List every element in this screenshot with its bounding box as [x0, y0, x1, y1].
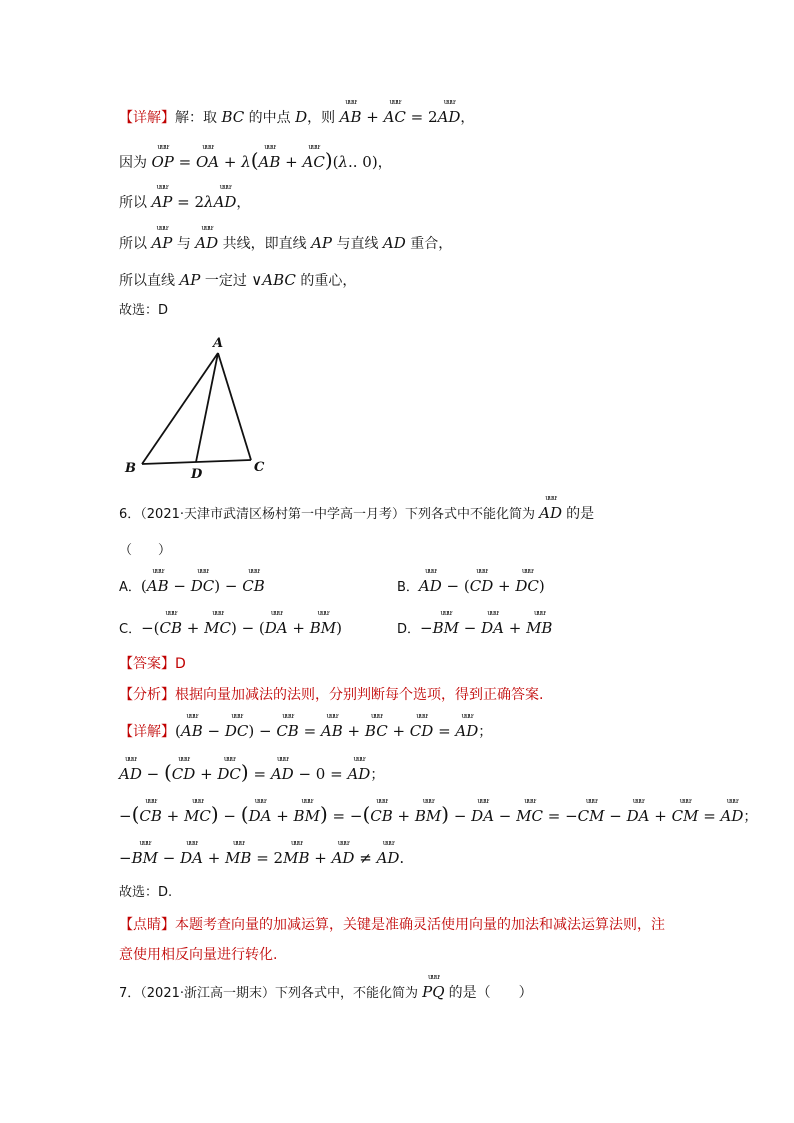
- q6-choice: 故选：D.: [119, 885, 173, 900]
- note-text-1: 本题考查向量的加减运算，关键是准确灵活使用向量的加法和减法运算法则，注: [175, 917, 665, 933]
- detail-tag: 【详解】: [119, 110, 175, 126]
- explain1-line1: 【详解】解：取 BC 的中点 D，则 ưưư AB + ưưư AC = 2ưưư AD，: [119, 107, 474, 128]
- q6-analysis: [119, 685, 543, 705]
- q6-detail-line2: ưưư AD − (ưưư CD + ưưư DC) = ưưư AD − 0 = ưưư AD；: [119, 762, 384, 785]
- explain1-line4: 所以 ưưư AP 与 ưưư AD 共线，即直线 AP 与直线 AD 重合，: [119, 233, 452, 254]
- analysis-text: 根据向量加减法的法则，分别判断每个选项，得到正确答案.: [175, 687, 544, 703]
- q6-detail-line1: 【详解】(ưưư AB − ưưư DC) − ưưư CB = ưưư AB + ưưư BC + ưưư CD = ưưư AD；: [119, 721, 492, 742]
- q6-detail-line3: −(ưưư CB + ưưư MC) − (ưưư DA + ưưư BM) = −(ưưư CB + ưưư BM) − ưưư DA − ưưư MC = −ưưư CM − ưưư DA + ưưư CM = ưưư AD；: [119, 804, 757, 827]
- label-d: D: [191, 467, 203, 482]
- q6-option-d: D．−ưưư BM − ưưư DA + ưưư MB: [397, 618, 552, 640]
- q6-option-c: C．−(ưưư CB + ưưư MC) − (ưưư DA + ưưư BM): [119, 618, 342, 640]
- triangle-figure: [118, 333, 278, 483]
- side-ac: [218, 353, 251, 460]
- explain1-line5: 所以直线 AP 一定过 ∨ABC 的重心，: [119, 271, 357, 289]
- explain1-choice: 故选：D: [119, 303, 169, 318]
- explain1-line2: 因为 ưưư OP = ưưư OA + λ(ưưư AB + ưưư AC)(λ.. 0)，: [119, 150, 392, 173]
- q6-option-b: B．ưưư AD − (ưưư CD + ưưư DC): [397, 576, 545, 598]
- note-tag: 【点睛】: [119, 917, 175, 933]
- q6-note-line1: [119, 915, 665, 935]
- label-c: C: [254, 460, 265, 475]
- label-b: B: [125, 461, 136, 476]
- answer-tag: 【答案】: [119, 656, 175, 672]
- q7-stem: 7．（2021·浙江高一期末）下列各式中，不能化简为 ưưư PQ 的是（ ）: [119, 982, 533, 1004]
- answer-value: D: [175, 656, 186, 672]
- q6-detail-line4: −ưưư BM − ưưư DA + ưưư MB = 2ưưư MB + ưưư AD ≠ ưưư AD.: [119, 848, 404, 869]
- analysis-tag: 【分析】: [119, 687, 175, 703]
- q6-stem: 6．（2021·天津市武清区杨村第一中学高一月考）下列各式中不能化简为 ưưư AD 的是: [119, 503, 594, 525]
- detail-tag-2: 【详解】: [119, 724, 175, 740]
- q6-option-a: A．(ưưư AB − ưưư DC) − ưưư CB: [119, 576, 265, 598]
- q6-answer: [119, 654, 186, 674]
- q6-paren: （ ）: [119, 543, 172, 558]
- explain1-line3: 所以 ưưư AP = 2λưưư AD，: [119, 192, 250, 213]
- label-a: A: [213, 336, 224, 351]
- q6-note-line2: 意使用相反向量进行转化.: [119, 947, 278, 963]
